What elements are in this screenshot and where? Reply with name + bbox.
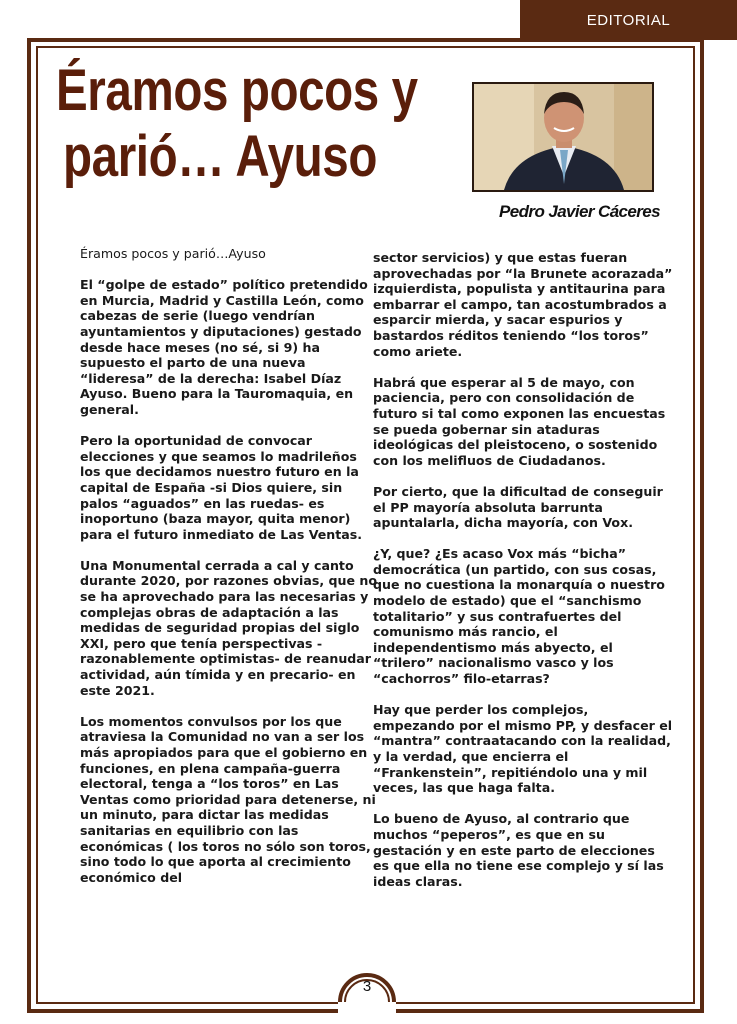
- body-paragraph: Hay que perder los complejos, empezando por el mismo PP, y desfacer el “mantra” contraatacando con la realidad, y la verdad, que encierra el “Frankenstein”, repitiéndolo una y mil veces, las que haga falta.: [373, 702, 673, 796]
- body-paragraph: Los momentos convulsos por los que atraviesa la Comunidad no van a ser los más apropiados para que el gobierno en funciones, en plena campaña-guerra electoral, tenga a “los toros” en Las Ventas como prioridad para detenerse, ni un minuto, para dictar las medidas sanitarias en equilibrio con las económicas ( los toros no sólo son toros, sino todo lo que aporta al crecimiento económico del: [80, 713, 376, 885]
- body-paragraph: Éramos pocos y parió…Ayuso: [80, 246, 266, 261]
- body-paragraph: Por cierto, que la dificultad de conseguir el PP mayoría absoluta barrunta apuntalarla, dicha mayoría, con Vox.: [373, 483, 663, 531]
- author-byline: Pedro Javier Cáceres: [499, 202, 660, 221]
- headline: [56, 58, 418, 190]
- page-number: 3: [362, 978, 372, 995]
- body-paragraph: Una Monumental cerrada a cal y canto durante 2020, por razones obvias, que no se ha aprovechado para las necesarias y complejas obras de adaptación a las medidas de seguridad propias del siglo XXI, pero que tenía perspectivas -razonablemente optimistas- de reanudar actividad, aún tímida y en precario- en este 2021.: [80, 557, 378, 698]
- headline-line-1: Éramos pocos y: [56, 58, 418, 123]
- headline-line-2: parió… Ayuso: [63, 124, 377, 189]
- body-paragraph: El “golpe de estado” político pretendido en Murcia, Madrid y Castilla León, como cabezas de serie (luego vendrían ayuntamientos y diputaciones) gestado desde hace meses (no sé, si 9) ha supuesto el parto de una nueva “lideresa” de la derecha: Isabel Díaz Ayuso. Bueno para la Tauromaquia, en general.: [80, 277, 368, 417]
- author-photo-image: [474, 84, 652, 190]
- body-paragraph: Habrá que esperar al 5 de mayo, con paciencia, pero con consolidación de futuro si tal como exponen las encuestas se pueda gobernar sin ataduras ideológicas del pleistoceno, o sostenido con los melifluos de Ciudadanos.: [373, 374, 666, 468]
- body-column-right: [373, 250, 673, 905]
- body-paragraph: Lo bueno de Ayuso, al contrario que muchos “peperos”, es que en su gestación y en este parto de elecciones es que ella no tiene ese complejo y sí las ideas claras.: [373, 811, 664, 889]
- body-paragraph: Pero la oportunidad de convocar elecciones y que seamos lo madrileños los que decidamos nuestro futuro en la capital de España -si Dios quiere, sin palos “aguados” en las ruedas- es inoportuno (baza mayor, quita menor) para el futuro inmediato de Las Ventas.: [80, 433, 363, 542]
- body-column-left: [80, 246, 380, 901]
- section-tab: EDITORIAL: [520, 0, 737, 40]
- body-paragraph: ¿Y, que? ¿Es acaso Vox más “bicha” democrática (un partido, con sus cosas, que no cuestiona la monarquía o nuestro modelo de estado) que el “sanchismo totalitario” y sus contrafuertes del comunismo más rancio, el independentismo más abyecto, el “trilero” nacionalismo vasco y los “cachorros” filo-etarras?: [373, 546, 665, 687]
- author-photo: [472, 82, 654, 192]
- body-paragraph: sector servicios) y que estas fueran aprovechadas por “la Brunete acorazada” izquierdista, populista y antitaurina para embarrar el campo, tan acostumbrados a esparcir mierda, y sacar espurios y bastardos réditos teniendo “los toros” como ariete.: [373, 250, 673, 359]
